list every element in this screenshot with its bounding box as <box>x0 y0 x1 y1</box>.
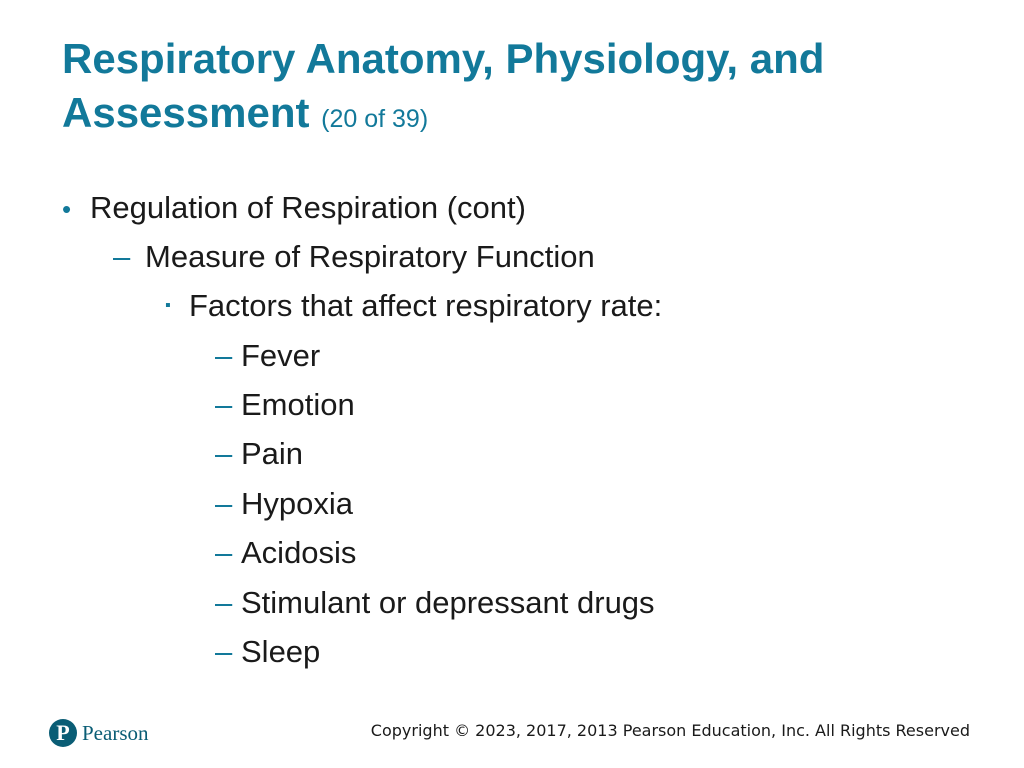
list-item-text: Fever <box>241 338 321 373</box>
copyright-notice: Copyright © 2023, 2017, 2013 Pearson Education, Inc. All Rights Reserved <box>370 721 970 740</box>
bullet-level2-text: Measure of Respiratory Function <box>145 239 595 274</box>
dash-icon: – <box>215 387 233 422</box>
list-item <box>215 336 320 376</box>
square-bullet-icon: ▪ <box>165 297 171 314</box>
bullet-level3-text: Factors that affect respiratory rate: <box>189 288 663 323</box>
pearson-logo-text: Pearson <box>82 720 149 745</box>
dash-icon: – <box>215 486 233 521</box>
list-item-text: Pain <box>241 436 304 471</box>
pearson-logo <box>49 719 149 747</box>
dash-icon: – <box>113 239 131 274</box>
list-item <box>215 434 303 474</box>
pearson-logo-icon: P <box>49 719 77 747</box>
dash-icon: – <box>215 634 233 669</box>
list-item-text: Hypoxia <box>241 486 353 521</box>
list-item <box>215 533 356 573</box>
slide-title <box>62 32 962 146</box>
list-item-text: Sleep <box>241 634 321 669</box>
bullet-level1 <box>62 188 526 229</box>
bullet-dot-icon: • <box>62 194 72 224</box>
dash-icon: – <box>215 585 233 620</box>
bullet-level1-text: Regulation of Respiration (cont) <box>90 190 526 225</box>
list-item-text: Stimulant or depressant drugs <box>241 585 655 620</box>
bullet-level3 <box>165 286 662 332</box>
dash-icon: – <box>215 338 233 373</box>
list-item-text: Emotion <box>241 387 355 422</box>
slide-title-main: Respiratory Anatomy, Physiology, and Assessment <box>62 35 825 136</box>
list-item <box>215 484 353 524</box>
slide-counter: (20 of 39) <box>321 105 429 133</box>
dash-icon: – <box>215 436 233 471</box>
list-item <box>215 385 355 425</box>
list-item <box>215 632 320 672</box>
list-item <box>215 583 655 623</box>
bullet-level2 <box>113 237 595 277</box>
list-item-text: Acidosis <box>241 535 357 570</box>
dash-icon: – <box>215 535 233 570</box>
